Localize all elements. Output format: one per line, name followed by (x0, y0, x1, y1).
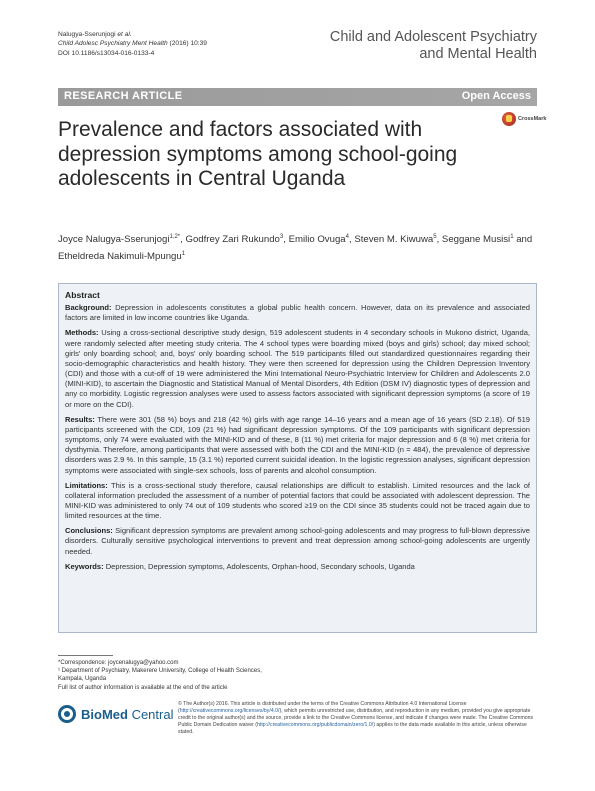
abstract-section-label: Methods: (65, 328, 99, 338)
affiliation-note: ¹ Department of Psychiatry, Makerere University, College of Health Sciences, Kampala, Uganda (58, 668, 262, 683)
abstract-section-text: There were 301 (58 %) boys and 218 (42 %) girls with age range 14–16 years and a mean age of 16 years (SD 2.18). Of 519 participants screened with the CDI, 109 (21 %) had significant depression symptoms. Of the 109 participants with significant depression symptoms, only 74 were evaluated with the MINI-KID and of these, 8 (11 %) met criteria for major depression and 6 (8 %) met criteria for dysthymia. Therefore, among participants that were assessed with both the CDI and the MINI-KID (n = 484), the prevalence of depressive disorders was 2.9 %. In this sample, 15 (3.1 %) reported current suicidal ideation. In the logistic regression analyses, significant depression symptoms were associated with single-sex schools, loss of parents and alcohol consumption. (65, 414, 530, 475)
abstract-section-label: Results: (65, 414, 95, 424)
citation-year-vol: (2016) 10:39 (169, 40, 207, 48)
citation-author: Nalugya-Sserunjogi (58, 31, 116, 38)
full-list-note: Full list of author information is available at the end of the article (58, 684, 228, 691)
license-link-cc0[interactable]: http://creativecommons.org/publicdomain/zero/1.0/ (257, 722, 374, 729)
abstract-section-label: Background: (65, 303, 112, 313)
journal-title-line1: Child and Adolescent Psychiatry (329, 29, 537, 45)
license-text (178, 701, 538, 736)
abstract-section-text: This is a cross-sectional study therefore, causal relationships are difficult to establish. Limited resources and the lack of collateral information precluded the assessment of a number of potential factors that could be associated with adolescent depression. The MINI-KID was administered to only 74 out of 109 students who scored ≥19 on the CDI since 35 students could not be traced again due to limited resources at the time. (65, 480, 530, 521)
citation-doi[interactable]: DOI 10.1186/s13034-016-0133-4 (58, 49, 155, 57)
publisher-name-rest: Central (127, 707, 174, 722)
abstract-section-label: Limitations: (65, 480, 108, 490)
abstract-heading: Abstract (65, 290, 100, 300)
abstract-section (65, 526, 530, 556)
author-name: Steven M. Kiwuwa (354, 234, 434, 246)
open-access-label: Open Access (461, 90, 531, 102)
author-affiliation-marker: 1 (181, 251, 186, 258)
crossmark-badge[interactable] (502, 112, 547, 128)
citation-block (58, 30, 207, 58)
abstract-section (65, 481, 530, 522)
abstract-box (58, 283, 537, 633)
publisher-logo (58, 705, 173, 727)
abstract-section-label: Keywords: (65, 561, 104, 571)
author-affiliation-marker: 3 (279, 234, 284, 240)
biomed-central-icon (58, 705, 76, 723)
abstract-section (65, 562, 530, 572)
abstract-sections (65, 303, 530, 572)
author-affiliation-marker: 4 (345, 234, 349, 240)
author-name: Seggane Musisi (441, 234, 511, 246)
footnote-rule (58, 655, 113, 656)
author-affiliation-marker: 1 (510, 234, 514, 240)
abstract-section (65, 328, 530, 409)
author-name: Godfrey Zari Rukundo (185, 234, 280, 246)
author-affiliation-marker: 1,2* (169, 234, 181, 240)
abstract-section-text: Depression, Depression symptoms, Adolescents, Orphan-hood, Secondary schools, Uganda (103, 561, 415, 571)
footnotes (58, 655, 278, 692)
author-affiliation-marker: 5 (433, 234, 437, 240)
license-text-1: © The Author(s) 2016. This article is distributed under the terms of the Creative Commons Attribution 4.0 International License ( (178, 701, 467, 715)
author-list: Joyce Nalugya-Sserunjogi$^{1,2*}$, Godfrey Zari Rukundo$^3$, Emilio Ovuga$^4$, Steven M. Kiwuwa$^5$, Seggane Musisi$^1$ and Etheldreda Nakimuli-Mpungu$^1$ (58, 234, 533, 263)
abstract-section (65, 415, 530, 476)
crossmark-icon (502, 112, 516, 126)
abstract-section-text: Depression in adolescents constitutes a global public health concern. However, data on its prevalence and associated factors are limited in low income countries like Uganda. (65, 303, 530, 323)
abstract-section-label: Conclusions: (65, 526, 113, 536)
license-text-3: ) applies to the data made available in this article, unless otherwise stated. (178, 722, 527, 736)
abstract-section-text: Using a cross-sectional descriptive study design, 519 adolescent students in 4 secondary schools in Mukono district, Uganda, were randomly selected after meeting study criteria. The 4 school types were boarding mixed (boys and girls) school; day mixed school; girls' only boarding school; and, boys' only boarding school. The 519 participants filled out standardized questionnaires regarding their socio-demographic characteristics and health history. They were then screened for depression using the Children Depression Inventory (CDI) and those with a cut-off of 19 were administered the Mini International Neuro-Psychiatric Interview for Children and Adolescents 2.0 (MINI-KID), to ascertain the Diagnostic and Statistical Manual of Mental Disorders, 4th Edition (DSM IV) diagnostic types of depression and any co morbidity. Logistic regression analyses were used to assess factors associated with significant depression symptoms (a score of 19 or more on the CDI). (65, 328, 530, 409)
author-name: and Etheldreda Nakimuli-Mpungu (58, 234, 533, 263)
author-name: Joyce Nalugya-Sserunjogi (58, 234, 170, 246)
article-type-label: RESEARCH ARTICLE (64, 90, 183, 102)
publisher-name-bold: BioMed (81, 707, 128, 722)
license-text-2: ), which permits unrestricted use, distribution, and reproduction in any medium, provided you give appropriate credit to the original author(s) and the source, provide a link to the Creative Commons license, and indicate if changes were made. The Creative Commons Public Domain Dedication waiver ( (178, 708, 534, 729)
license-link-cc-by[interactable]: http://creativecommons.org/licenses/by/4.0/ (179, 708, 280, 715)
journal-title (330, 29, 537, 62)
author-name: Emilio Ovuga (288, 234, 346, 246)
citation-journal: Child Adolesc Psychiatry Ment Health (58, 40, 168, 48)
abstract-section (65, 303, 530, 323)
journal-title-line2: and Mental Health (419, 45, 537, 62)
crossmark-label: CrossMark (518, 116, 547, 122)
publisher-name (81, 707, 173, 722)
article-type-banner (58, 88, 537, 106)
abstract-section-text: Significant depression symptoms are prevalent among school-going adolescents and may progress to full-blown depressive disorders. Culturally sensitive psychological interventions to prevent and treat depression among school-going adolescents are urgently needed. (65, 526, 530, 556)
article-title: Prevalence and factors associated with depression symptoms among school-going adolescents in Central Uganda (58, 118, 458, 190)
correspondence-note: *Correspondence: joycenalugya@yahoo.com (58, 660, 179, 666)
citation-etal: et al. (117, 31, 132, 38)
